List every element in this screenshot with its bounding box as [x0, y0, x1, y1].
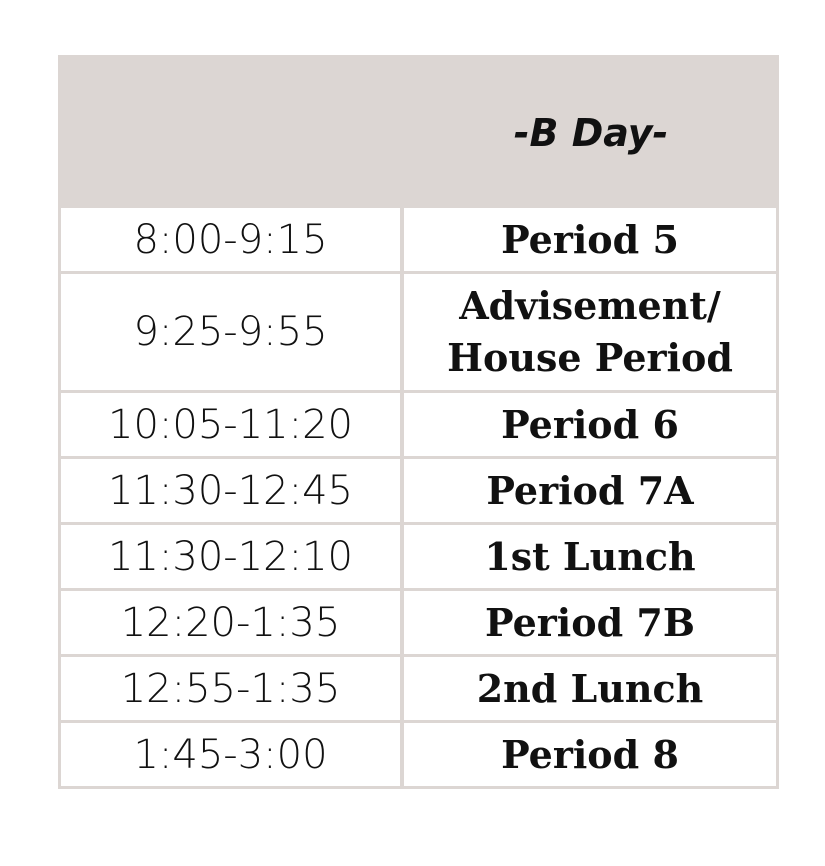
- schedule-table: [58, 55, 779, 789]
- time-cell: 9:25-9:55: [61, 274, 400, 390]
- activity-cell: Period 8: [404, 723, 776, 786]
- activity-cell: Period 5: [404, 208, 776, 271]
- time-cell: 12:20-1:35: [61, 591, 400, 654]
- table-header: [58, 55, 779, 205]
- header-empty-cell: [58, 55, 403, 205]
- activity-line: Advisement/: [459, 283, 721, 328]
- time-cell: 11:30-12:10: [61, 525, 400, 588]
- activity-line: House Period: [447, 335, 733, 380]
- time-cell: 10:05-11:20: [61, 393, 400, 456]
- table-row: [61, 525, 776, 588]
- table-row: [61, 459, 776, 522]
- time-cell: 8:00-9:15: [61, 208, 400, 271]
- table-row: [61, 208, 776, 271]
- table-row: [61, 657, 776, 720]
- schedule-rows: [58, 205, 779, 789]
- day-title: -B Day-: [513, 111, 669, 155]
- table-row: [61, 393, 776, 456]
- activity-cell: Period 6: [404, 393, 776, 456]
- table-row: [61, 723, 776, 786]
- activity-cell: [404, 274, 776, 390]
- activity-cell: Period 7B: [404, 591, 776, 654]
- activity-cell: 2nd Lunch: [404, 657, 776, 720]
- activity-cell: Period 7A: [404, 459, 776, 522]
- activity-cell: 1st Lunch: [404, 525, 776, 588]
- time-cell: 1:45-3:00: [61, 723, 400, 786]
- table-row: [61, 591, 776, 654]
- time-cell: 12:55-1:35: [61, 657, 400, 720]
- time-cell: 11:30-12:45: [61, 459, 400, 522]
- table-row: [61, 274, 776, 390]
